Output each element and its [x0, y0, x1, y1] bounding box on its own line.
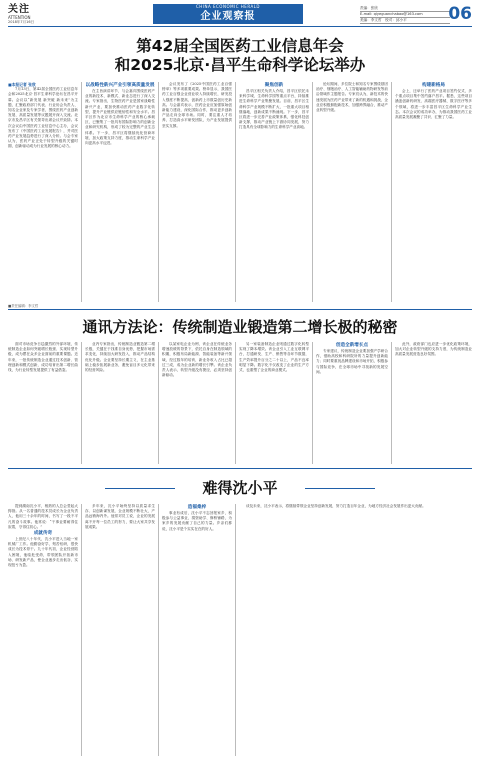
paper-name-en: CHINA ECONOMIC HERALD: [196, 4, 260, 9]
article2-column-1: [8, 342, 78, 464]
column-divider: [235, 82, 236, 302]
masthead: [8, 4, 472, 26]
article2-text-4: 另一家装备制造企业则通过数字化转型实现了降本增效。该企业引入工业互联网平台，打通研发、生产、销售等各环节数据，生产效率提升百分之二十以上，产品不良率明显下降。数字化不仅改变了企业的生产方式，也重塑了企业的商业模式。: [239, 342, 309, 373]
article1-column-6: [395, 82, 472, 302]
article3-text-4: 谈及未来，沈小平表示，将继续带领企业坚持创新发展，努力打造百年企业，为地方经济社会发展作出更大贡献。: [246, 504, 426, 508]
article1-byline: ■本报记者 张欣: [8, 82, 36, 87]
article3-column-4: [239, 504, 472, 756]
article2-column-5: [316, 342, 388, 464]
column-divider: [158, 342, 159, 464]
designer-line: 美编：李文哲 校对：邱小平: [360, 18, 450, 24]
article1-editor: ■责任编辑：李文哲: [8, 304, 39, 308]
article1-column-2: [85, 82, 155, 302]
article1-text-5: 论坛期间，多位院士和知名专家围绕基因治疗、细胞治疗、人工智能辅助药物研发等前沿领域作主题报告。专家们认为，新技术的快速发展为医药产业带来了新的机遇和挑战，企业应积极拥抱新技术，加强跨界融合，推动产业转型升级。: [316, 82, 388, 113]
paper-name: 企业观察报: [200, 11, 256, 22]
article3-text-1: 提到湖南沈小平，相熟的人总会竖起大拇指。从一名普通的技术员成长为企业负责人，他用三十余年的时间，书写了一段不平凡的奋斗故事。他常说：“干事业要耐得住寂寞，守得住初心。”: [8, 504, 78, 529]
column-divider: [235, 342, 236, 464]
page-number: 06: [448, 4, 472, 24]
paper-nameplate: [153, 4, 303, 24]
article3-column-1: [8, 504, 78, 756]
article2-text-3: 以某家电企业为例，该企业在传统业务增速放缓的背景下，依托自身在制造领域的积累，积极布局新能源、智能装备等新兴领域，经过数年的培育，新业务收入占比已超过三成，成为企业新的增长引擎。该企业负责人表示，转型升级没有捷径，必须坚持创新驱动。: [162, 342, 232, 378]
article1-column-5: [316, 82, 388, 302]
editor-info: [360, 6, 450, 24]
article1-headline-line2: 和2025北京·昌平生命科学论坛举办: [114, 56, 366, 74]
column-divider: [312, 342, 313, 464]
article2-column-6: [395, 342, 472, 464]
column-divider: [391, 82, 392, 302]
article1-text-6: 会上，还举行了医药产业项目签约仪式，多个重点项目集中签约落户昌平。据悉，这些项目涵盖创新药研发、高端医疗器械、数字医疗等多个领域，将进一步丰富昌平区生命科学产业生态。本次会议的成功举办，为推动我国医药工业高质量发展凝聚了共识、汇聚了力量。: [395, 89, 472, 120]
article1-subhead-2: 聚焦创新: [264, 83, 284, 88]
section-title: 关注: [8, 4, 30, 15]
column-divider: [312, 82, 313, 302]
editor-line: 责编：张欣: [360, 6, 450, 12]
article1-subhead-3: 构建新格局: [422, 83, 445, 88]
column-divider: [391, 342, 392, 464]
article1-text-4: 昌平区相关负责人介绍，昌平区依托未来科学城、生命科学园等重点平台，持续推进生命科学产业集聚发展。目前，昌平区生命科学产业规模不断扩大，一批重大项目相继落地，创新成果不断涌现。下一步，昌平区将进一步完善产业政策体系，强化科技创新支撑，推动产业链上下游协同发展，努力打造具有全球影响力的生命科学产业高地。: [239, 89, 309, 130]
article2-column-2: [85, 342, 155, 464]
article3-text-3: 事业有成后，沈小平不忘回报家乡，积极参与公益事业，捐资助学、修桥铺路，为家乡的发展贡献了自己的力量。乡亲们都说，沈小平是个实实在在的好人。: [162, 511, 232, 531]
section-separator: [8, 468, 472, 469]
column-divider: [158, 504, 159, 756]
column-divider: [81, 342, 82, 464]
article3-subhead-2: 造福桑梓: [187, 505, 207, 510]
section-separator: [8, 309, 472, 310]
email-line: E-mail: qiyeguanchabao@163.com: [360, 12, 450, 18]
article3-subhead-1: 成就传奇: [33, 531, 53, 537]
issue-date: 2018年7月16日: [8, 20, 35, 24]
article1-headline-line1: 第42届全国医药工业信息年会: [136, 37, 344, 55]
article3-text-1b: 上世纪八十年代，沈小平进入当地一家机械厂工作。他勤奋好学，刻苦钻研，很快成长为技术骨干。九十年代初，企业经营陷入困境，他临危受命，带领团队开拓新市场、研发新产品，使企业逐步走出低谷，实现扭亏为盈。: [8, 537, 78, 568]
article1-text-2: 在主旨演讲环节，与会嘉宾围绕医药产业的新技术、新模式、新业态进行了深入交流。专家指出，生物医药产业是国家战略性新兴产业，要加快推动医药产业数字化转型，提升产业链供应链韧性和安全水平。昌平区作为北京市生命科学产业的核心承载区，已聚集了一批具有国际影响力的创新企业和研究机构，形成了较为完整的产业生态体系。下一步，昌平区将继续优化营商环境，加大政策支持力度，推动生命科学产业向更高水平迈进。: [85, 89, 155, 146]
article1-column-1: [8, 82, 78, 302]
article2-subhead: 创造全新增长点: [335, 343, 369, 348]
article2-text-2: 业内专家指出，传统制造业锻造第二增长极，关键在于找准自身优势，把握市场需求变化，持续加大研发投入，推动产品结构优化升级。企业要坚持长期主义，在主业基础上稳步拓展新业务，避免盲目多元化带来的经营风险。: [85, 342, 155, 373]
article2-text-5: 专家建议，传统制造企业要加强产学研合作，借助高校和科研院所的力量提升创新能力；同时要重视品牌建设和市场开拓，积极参与国际竞争，在全球市场中寻找新的发展空间。: [316, 349, 388, 374]
section-label: [8, 4, 78, 24]
article2-column-4: [239, 342, 309, 464]
article1-text-3: 会议发布了《2025中国医药工业百强榜单》等多项重要成果。榜单显示，我国医药工业百强企业营业收入持续增长，研发投入强度不断提高，创新药上市数量创历史新高。与会嘉宾表示，医药企业应加强原始创新能力建设，深化国际合作，推动更多创新产品走向全球市场。同时，要注重人才培养，打造高水平研发团队，为产业发展提供坚实支撑。: [162, 82, 232, 128]
article3-text-2: 多年来，沈小平始终坚持以质量求生存、以创新谋发展，企业规模不断壮大，产品远销海内外。他常对员工说，企业的发展离不开每一位员工的努力，要让大家共享发展成果。: [85, 504, 155, 529]
column-divider: [81, 82, 82, 302]
column-divider: [81, 504, 82, 756]
column-divider: [235, 504, 236, 756]
masthead-rule: [8, 26, 472, 27]
headline-rule-left: [105, 488, 175, 489]
article1-subhead-1: 以战略性新兴产业引领高质量发展: [85, 83, 155, 88]
article2-text-1: 面对市场竞争日趋激烈的外部环境，传统制造企业如何突破增长瓶颈、实现转型升级，成为摆在众多企业面前的重要课题。近年来，一批传统制造企业通过技术创新、管理创新和模式创新，成功培育出第二增长曲线，为行业转型发展提供了有益借鉴。: [8, 342, 78, 373]
article2-text-6: 此外，政府部门也应进一步优化政策环境，加大对企业转型升级的支持力度，为传统制造业高质量发展营造良好氛围。: [395, 342, 472, 357]
column-divider: [158, 82, 159, 302]
article1-column-3: [162, 82, 232, 302]
headline-rule-right: [305, 488, 375, 489]
article3-headline: 难得沈小平: [202, 479, 278, 497]
section-title-en: ATTENTION: [8, 15, 31, 20]
article1-column-4: [239, 82, 309, 302]
article2-column-3: [162, 342, 232, 464]
article2-headline: 通讯方法论：传统制造业锻造第二增长极的秘密: [82, 318, 398, 336]
article3-column-3: [162, 504, 232, 756]
article3-column-2: [85, 504, 155, 756]
article1-text-1: 7月13日，第42届全国医药工业信息年会和2025北京·昌平生命科学论坛在昌平开幕。会议以“新发展 新突破 新未来”为主题，汇聚政府部门代表、行业协会负责人、知名企业家及专家学者，围绕医药产业创新发展、高质量发展等议题展开深入交流。北京市及昌平区有关领导出席会议并致辞。本次会议由中国医药工业信息中心主办，会议发布了《中国医药工业发展报告》，并对医药产业发展趋势进行了深入分析。与会专家认为，医药产业正处于转型升级的关键时期，创新驱动成为行业发展的核心动力。: [8, 87, 78, 149]
